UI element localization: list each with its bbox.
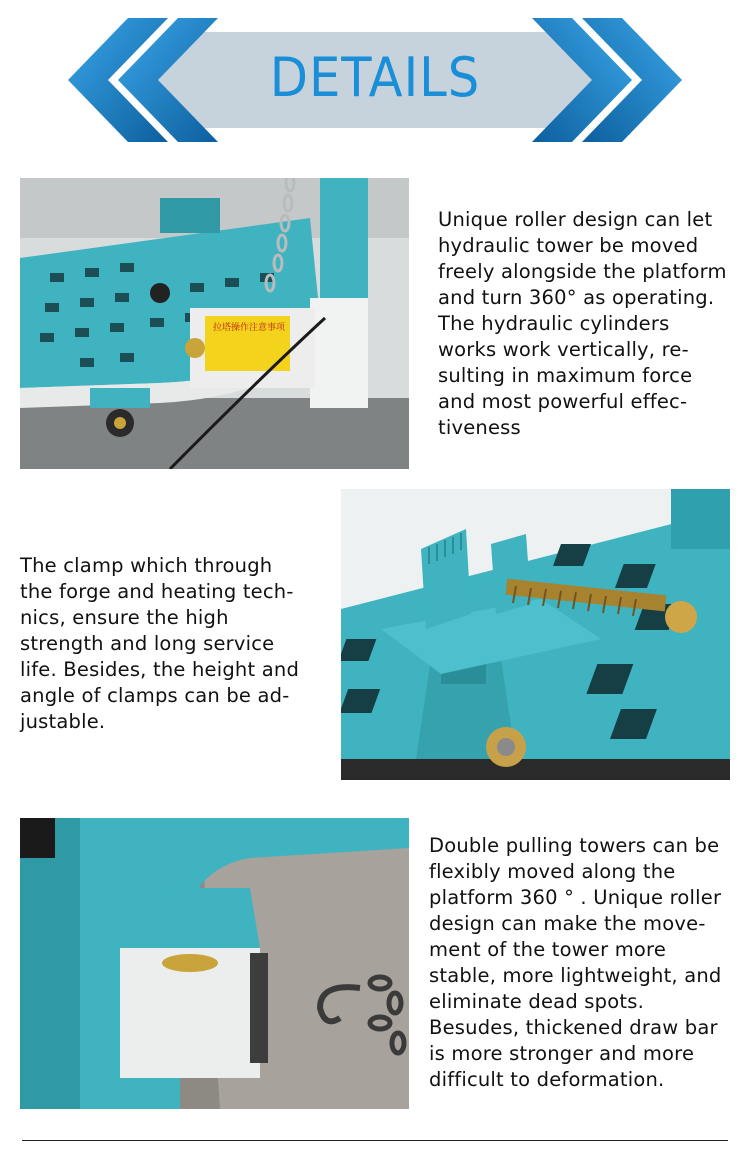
description-line: works work vertically, re- xyxy=(438,338,689,361)
pulling-tower-description xyxy=(429,833,722,1093)
description-line: hydraulic tower be moved xyxy=(438,234,699,257)
description-line: The clamp which through xyxy=(20,554,273,577)
description-line: nics, ensure the high xyxy=(20,606,229,629)
pulling-tower-photo xyxy=(20,818,409,1109)
description-line: strength and long service xyxy=(20,632,275,655)
clamp-photo xyxy=(341,489,730,780)
description-line: life. Besides, the height and xyxy=(20,658,300,681)
description-line: The hydraulic cylinders xyxy=(438,312,670,335)
description-line: Besudes, thickened draw bar xyxy=(429,1016,718,1039)
bottom-divider xyxy=(22,1140,728,1141)
description-line: is more stronger and more xyxy=(429,1042,695,1065)
warning-label: 拉塔操作注意事项 xyxy=(213,323,286,333)
description-line: justable. xyxy=(20,710,106,733)
description-line: and turn 360° as operating. xyxy=(438,286,715,309)
description-line: sulting in maximum force xyxy=(438,364,693,387)
description-line: platform 360 ° . Unique roller xyxy=(429,886,722,909)
description-line: tiveness xyxy=(438,416,521,439)
description-line: Double pulling towers can be xyxy=(429,834,720,857)
clamp-description xyxy=(20,553,299,735)
description-line: freely alongside the platform xyxy=(438,260,727,283)
description-line: stable, more lightweight, and xyxy=(429,964,722,987)
description-line: ment of the tower more xyxy=(429,938,667,961)
description-line: angle of clamps can be ad- xyxy=(20,684,290,707)
description-line: eliminate dead spots. xyxy=(429,990,644,1013)
description-line: difficult to deformation. xyxy=(429,1068,665,1091)
roller-platform-photo xyxy=(20,178,409,469)
description-line: the forge and heating tech- xyxy=(20,580,294,603)
page-title: DETAILS xyxy=(269,46,481,109)
description-line: Unique roller design can let xyxy=(438,208,713,231)
description-line: flexibly moved along the xyxy=(429,860,676,883)
details-banner xyxy=(0,0,750,155)
description-line: and most powerful effec- xyxy=(438,390,688,413)
roller-description xyxy=(438,207,727,441)
description-line: design can make the move- xyxy=(429,912,706,935)
